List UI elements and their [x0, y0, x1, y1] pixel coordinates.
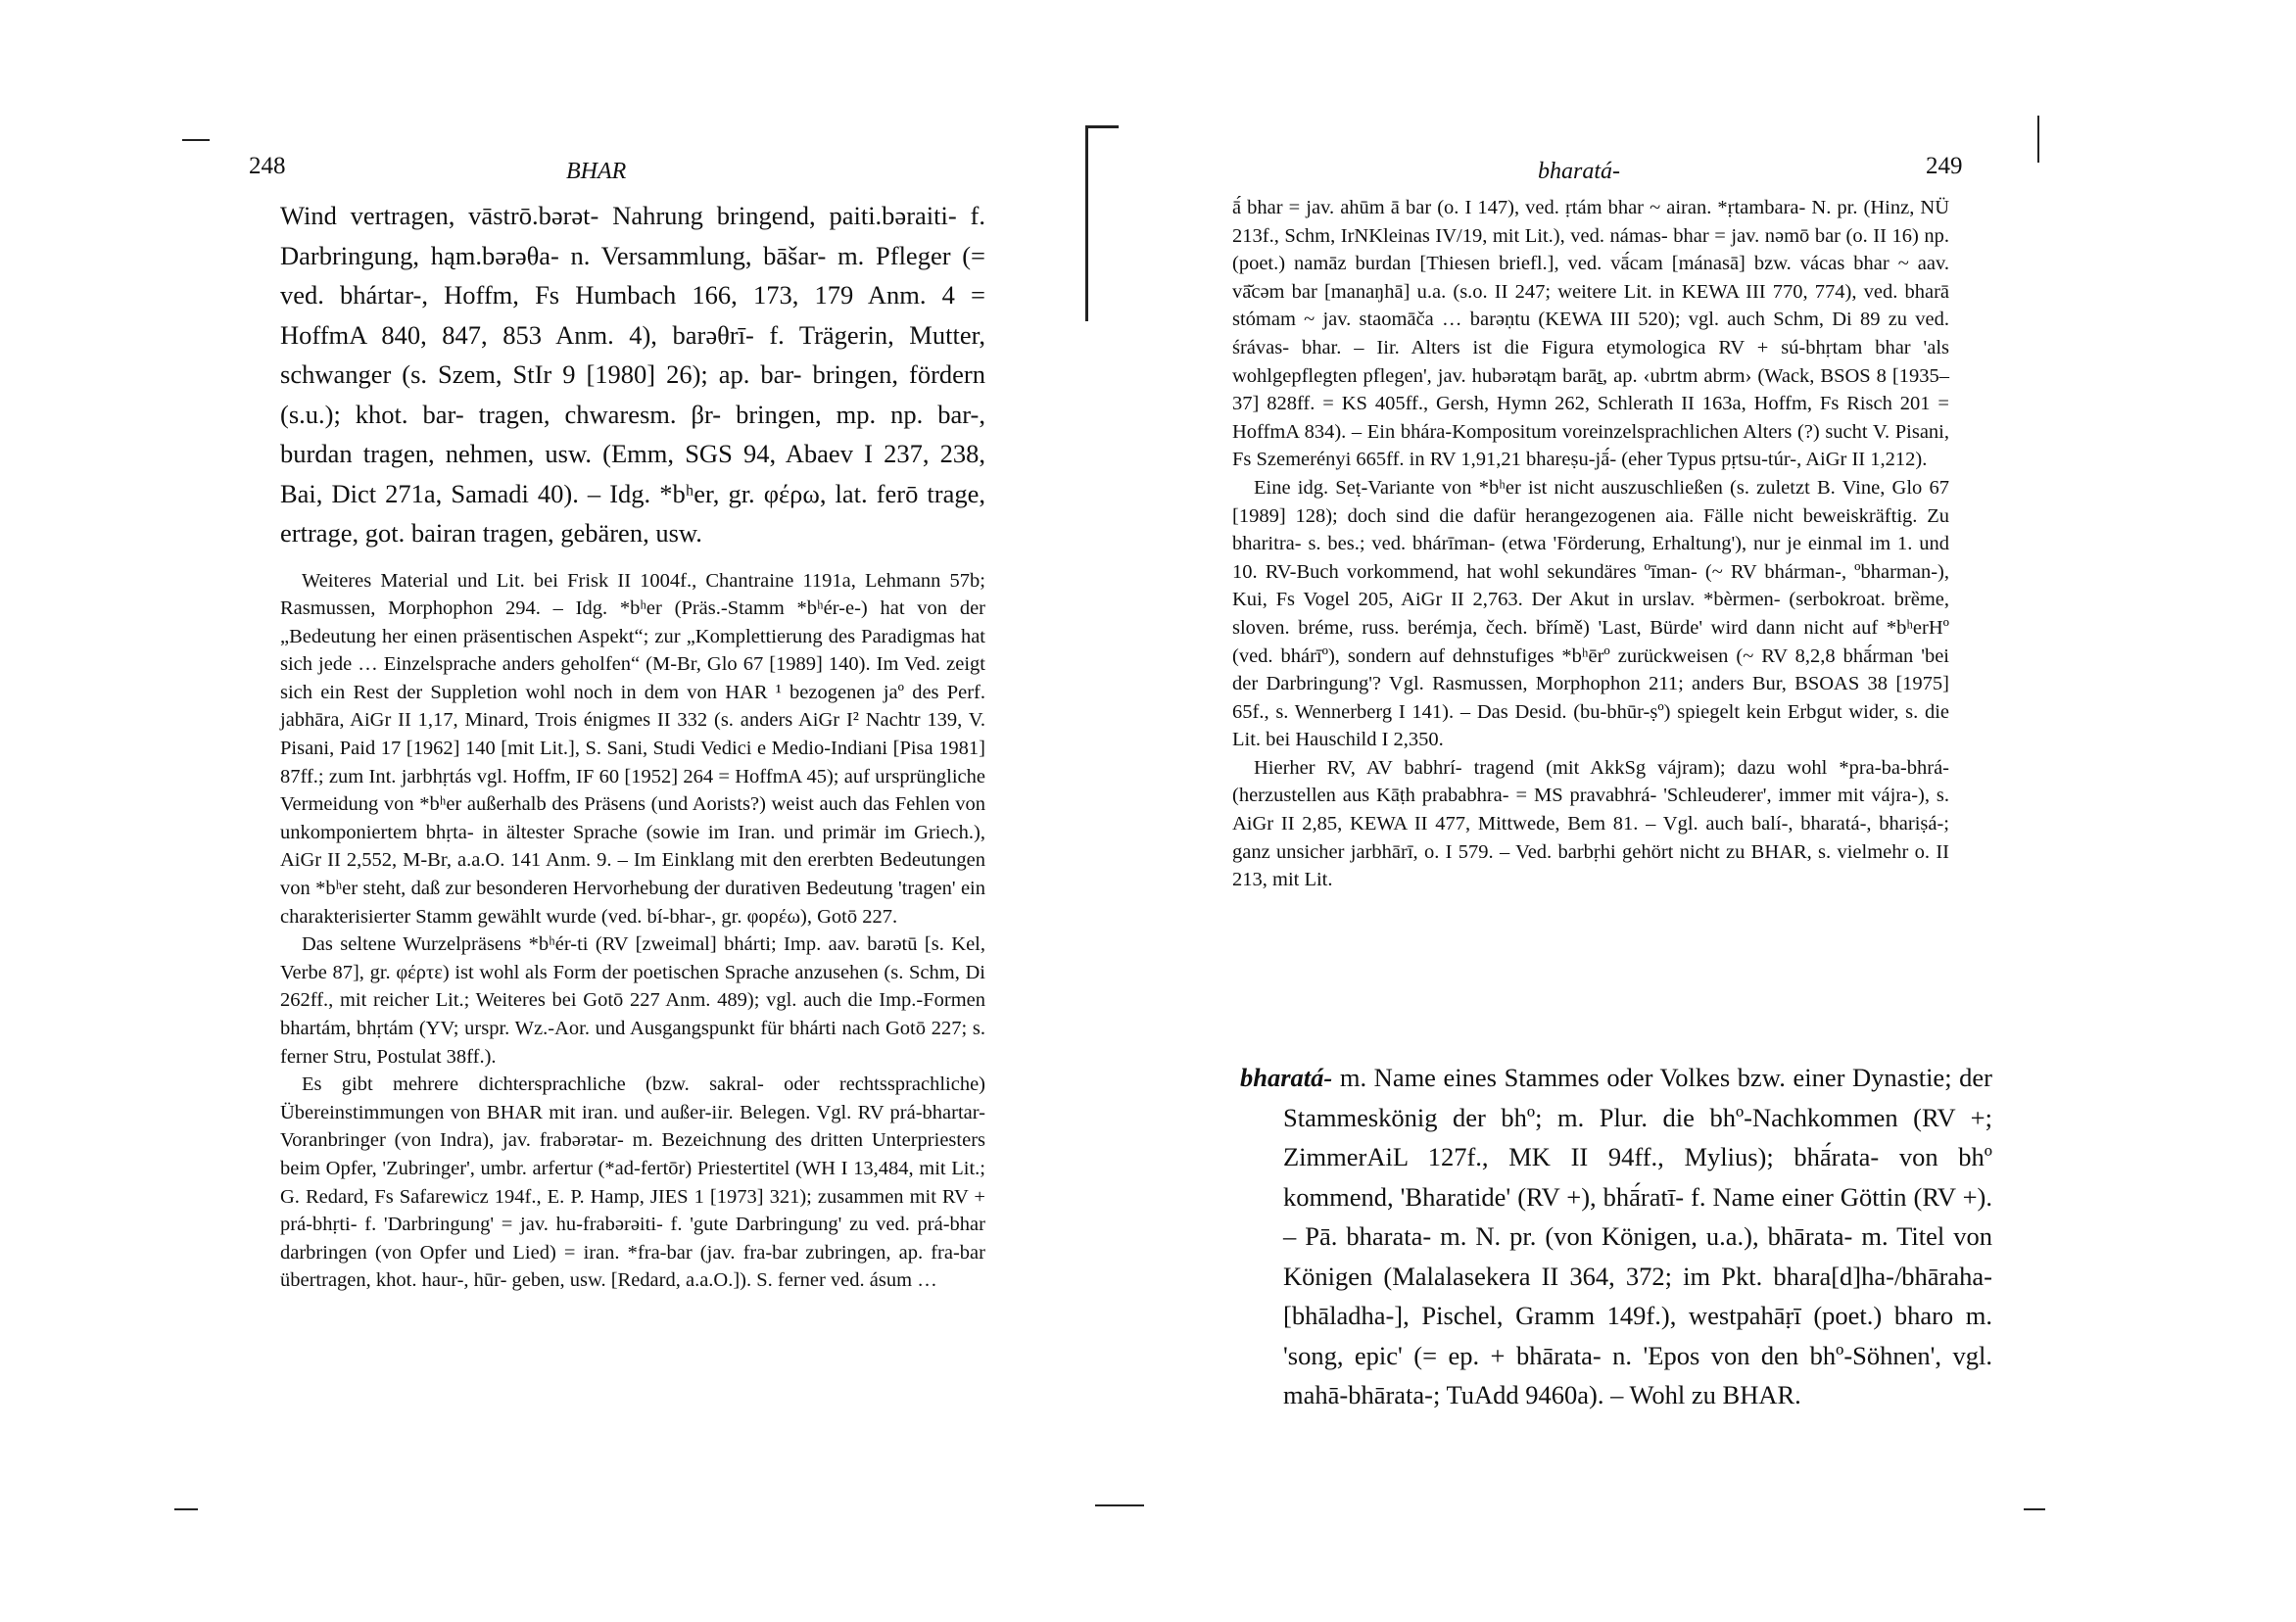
main-paragraph: Wind vertragen, vāstrō.bərət- Nahrung bringend, paiti.bəraiti- f. Darbringung, hąm.bərəθa- n. Versammlung, bāšar- m. Pfleger (= ved. bhártar-, Hoffm, Fs Humbach 166, 173, 179 Anm. 4 = HoffmA 840, 847, 853 Anm. 4), barəθrī- f. Trägerin, Mutter, schwanger (s. Szem, StIr 9 [1980] 26); ap. bar- bringen, fördern (s.u.); khot. bar- tragen, chwaresm. βr- bringen, mp. np. bar-, burdan tragen, nehmen, usw. (Emm, SGS 94, Abaev I 237, 238, Bai, Dict 271a, Samadi 40). – Idg. *bʰer, gr. φέρω, lat. ferō trage, ertrage, got. bairan tragen, gebären, usw.: [280, 201, 985, 548]
note-paragraph: Das seltene Wurzelpräsens *bʰér-ti (RV [zweimal] bhárti; Imp. aav. barətū [s. Kel, Verbe 87], gr. φέρτε) ist wohl als Form der poetischen Sprache anzusehen (s. Schm, Di 262ff., mit reicher Lit.; Weiteres bei Gotō 227 Anm. 489); vgl. auch die Imp.-Formen bhartám, bhṛtám (YV; urspr. Wz.-Aor. und Ausgangspunkt für bhárti nach Gotō 227; s. ferner Stru, Postulat 38ff.).: [280, 933, 985, 1068]
right-page: [1148, 0, 2296, 1622]
note-paragraph: Eine idg. Seṭ-Variante von *bʰer ist nicht auszuschließen (s. zuletzt B. Vine, Glo 67 [1989] 128); doch sind die dafür herangezogenen aia. Fälle nicht beweiskräftig. Zu bharitra- s. bes.; ved. bhárīman- (etwa 'Förderung, Erhaltung'), nur je einmal im 1. und 10. RV-Buch vorkommend, hat wohl sekundäres ºīman- (~ RV bhárman-, ºbharman-), Kui, Fs Vogel 205, AiGr II 2,763. Der Akut in urslav. *bèrmen- (serbokroat. brȅme, sloven. bréme, russ. berémja, čech. břímě) 'Last, Bürde' wird dann nicht auf *bʰerHº (ved. bhárīº), sondern auf dehnstufiges *bʰērº zurückweisen (~ RV 8,2,8 bhā́rman 'bei der Darbringung'? Vgl. Rasmussen, Morphophon 211; anders Bur, BSOAS 38 [1975] 65f., s. Wennerberg I 141). – Das Desid. (bu-bhūr-ṣº) spiegelt kein Erbgut wider, s. die Lit. bei Hauschild I 2,350.: [1232, 476, 1949, 751]
note-paragraph: Hierher RV, AV babhrí- tragend (mit AkkSg vájram); dazu wohl *pra-ba-bhrá- (herzustellen aus Kāṭh prababhra- = MS pravabhrá- 'Schleuderer', immer mit vájra-), s. AiGr II 2,85, KEWA II 477, Mittwede, Bem 81. – Vgl. auch balí-, bharatá-, bhariṣá-; ganz unsicher jarbhārī, o. I 579. – Ved. barbṛhi gehört nicht zu BHAR, s. vielmehr o. II 213, mit Lit.: [1232, 756, 1949, 891]
right-column: [1232, 194, 1949, 894]
left-column: [280, 196, 985, 1295]
note-paragraph: ā́ bhar = jav. ahūm ā bar (o. I 147), ved. ṛtám bhar ~ airan. *ṛtambara- N. pr. (Hinz, NÜ 213f., Schm, IrNKleinas IV/19, mit Lit.), ved. námas- bhar = jav. nəmō bar (o. II 16) np. (poet.) namāz burdan [Thiesen briefl.], ved. vā́cam [mánasā] bzw. vácas bhar ~ aav. vā̆cəm bar [manaŋhā] u.a. (s.o. II 247; weitere Lit. in KEWA III 770, 774), ved. bharā stómam ~ jav. staomāča … barəṇtu (KEWA III 520); vgl. auch Schm, Di 89 zu ved. śrávas- bhar. – Iir. Alters ist die Figura etymologica RV + sú-bhṛtam bhar 'als wohlgepflegten pflegen', jav. hubərətąm barāṯ, ap. ‹ubrtm abrm› (Wack, BSOS 8 [1935–37] 828ff. = KS 405ff., Gersh, Hymn 262, Schlerath II 163a, Hoffm, Fs Risch 201 = HoffmA 834). – Ein bhára-Kompositum voreinzelsprachlichen Alters (?) sucht V. Pisani, Fs Szemerényi 665ff. in RV 1,91,21 bhareṣu-jā́- (eher Typus pṛtsu-túr-, AiGr II 1,212).: [1232, 197, 1949, 471]
dictionary-entry: [1240, 1058, 1992, 1415]
page-number: 249: [1926, 153, 1963, 179]
running-head: bharatá-: [1538, 159, 1620, 184]
note-paragraph: Weiteres Material und Lit. bei Frisk II 1004f., Chantraine 1191a, Lehmann 57b; Rasmussen, Morphophon 294. – Idg. *bʰer (Präs.-Stamm *bʰér-e-) hat von der „Bedeutung her einen präsentischen Aspekt“; zur „Komplettierung des Paradigmas hat sich jede … Einzelsprache anders geholfen“ (M-Br, Glo 67 [1989] 140). Im Ved. zeigt sich ein Rest der Suppletion wohl noch in dem von HAR ¹ bezogenen jaº des Perf. jabhāra, AiGr II 1,17, Minard, Trois énigmes II 332 (s. anders AiGr I² Nachtr 139, V. Pisani, Paid 17 [1962] 140 [mit Lit.], S. Sani, Studi Vedici e Medio-Indiani [Pisa 1981] 87ff.; zum Int. jarbhṛtás vgl. Hoffm, IF 60 [1952] 264 = HoffmA 45); auf ursprüngliche Vermeidung von *bʰer außerhalb des Präsens (und Aorists?) weist auch das Fehlen von unkomponiertem bhṛta- in ältester Sprache (sowie im Iran. und primär im Griech.), AiGr II 2,552, M-Br, a.a.O. 141 Anm. 9. – Im Einklang mit den ererbten Bedeutungen von *bʰer steht, daß zur besonderen Hervorhebung der durativen Bedeutung 'tragen' ein charakterisierter Stamm gewählt wurde (ved. bí-bhar-, gr. φορέω), Gotō 227.: [280, 569, 985, 928]
entry-headword: bharatá-: [1240, 1063, 1333, 1092]
page-number: 248: [249, 153, 286, 179]
entry-text: m. Name eines Stammes oder Volkes bzw. einer Dynastie; der Stammeskönig der bhº; m. Plur. die bhº-Nachkommen (RV +; ZimmerAiL 127f., MK II 94ff., Mylius); bhā́rata- von bhº kommend, 'Bharatide' (RV +), bhā́ratī- f. Name einer Göttin (RV +). – Pā. bharata- m. N. pr. (von Königen, u.a.), bhārata- m. Titel von Königen (Malalasekera II 364, 372; im Pkt. bhara[d]ha-/bhāraha- [bhāladha-], Pischel, Gramm 149f.), westpahāṛī (poet.) bharo m. 'song, epic' (= ep. + bhārata- n. 'Epos von den bhº-Söhnen', vgl. mahā-bhārata-; TuAdd 9460a). – Wohl zu BHAR.: [1283, 1063, 1992, 1409]
running-head: BHAR: [566, 159, 627, 184]
note-paragraph: Es gibt mehrere dichtersprachliche (bzw. sakral- oder rechtssprachliche) Übereinstimmungen von BHAR mit iran. und außer-iir. Belegen. Vgl. RV prá-bhartar- Voranbringer (von Indra), jav. frabərətar- m. Bezeichnung des dritten Unterpriesters beim Opfer, 'Zubringer', umbr. arfertur (*ad-fertōr) Priestertitel (WH I 13,484, mit Lit.; G. Redard, Fs Safarewicz 194f., E. P. Hamp, JIES 1 [1973] 321); zusammen mit RV + prá-bhṛti- f. 'Darbringung' = jav. hu-frabərəiti- f. 'gute Darbringung' zu ved. prá-bhar darbringen (von Opfer und Lied) = iran. *fra-bar (jav. fra-bar zubringen, ap. fra-bar übertragen, khot. haur-, hūr- geben, usw. [Redard, a.a.O.]). S. ferner ved. ásum …: [280, 1073, 985, 1292]
